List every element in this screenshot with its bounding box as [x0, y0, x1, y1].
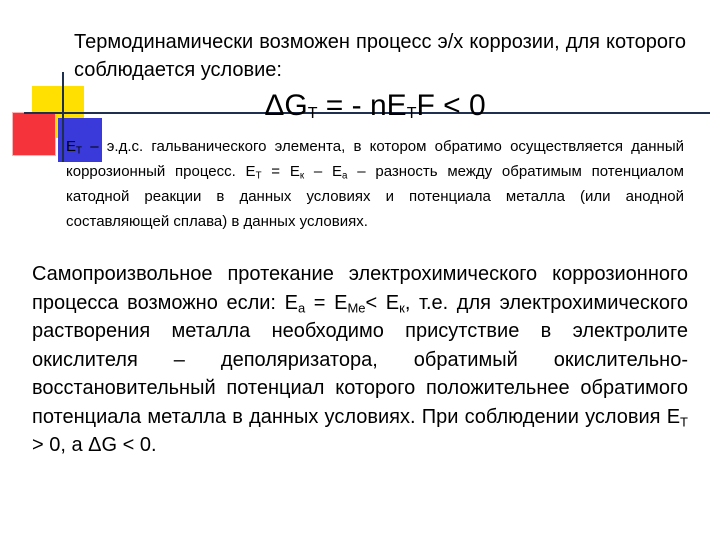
- formula-sub-t2: T: [406, 105, 417, 122]
- intro-text: Термодинамически возможен процесс э/х коррозии, для которого соблюдается условие:: [74, 31, 686, 81]
- note-sub-a: а: [342, 170, 348, 182]
- note-part3: = E: [261, 163, 300, 180]
- main-part3: < E: [365, 291, 400, 314]
- note-sub-t: T: [255, 170, 262, 182]
- note-part5: – E: [304, 163, 343, 180]
- main-sub-me: Me: [347, 299, 366, 315]
- note-e-sub: T: [76, 145, 82, 157]
- main-part1: Самопроизвольное протекание электрохимического коррозионного процесса возможно если: E: [32, 263, 688, 314]
- main-sub-a: a: [297, 299, 306, 315]
- formula-mid: = - nE: [317, 89, 407, 122]
- main-part5: > 0, а ΔG < 0.: [32, 434, 157, 456]
- formula-sub-t1: T: [307, 105, 318, 122]
- emf-explanation: [66, 134, 684, 234]
- main-part2: = E: [305, 291, 348, 314]
- gibbs-formula: [255, 88, 495, 124]
- main-part4: , т.е. для электрохимического растворения металла необходимо присутствие в электролите окислителя – деполяризатора, обратимый окислительно-восстановительный потенциал которого положительнее обратимого потенциала металла в данных условиях. При соблюдении условия E: [32, 291, 689, 428]
- note-part1: – э.д.с. гальванического элемента, в котором обратимо осуществляется данный коррозионный процесс. E: [66, 138, 684, 180]
- formula-end: F < 0: [416, 89, 486, 122]
- note-sub-k: к: [299, 170, 305, 182]
- formula-delta-g: ΔG: [264, 89, 308, 122]
- decor-vertical-line: [62, 72, 64, 162]
- decor-red-square: [12, 112, 56, 156]
- main-sub-t: T: [680, 413, 688, 429]
- main-sub-k: к: [399, 299, 405, 315]
- note-e: E: [66, 138, 77, 155]
- main-paragraph: [32, 260, 688, 460]
- note-part7: – разность между обратимым потенциалом катодной реакции в данных условиях и потенциала металла (или анодной составляющей сплава) в данных условиях.: [66, 163, 684, 230]
